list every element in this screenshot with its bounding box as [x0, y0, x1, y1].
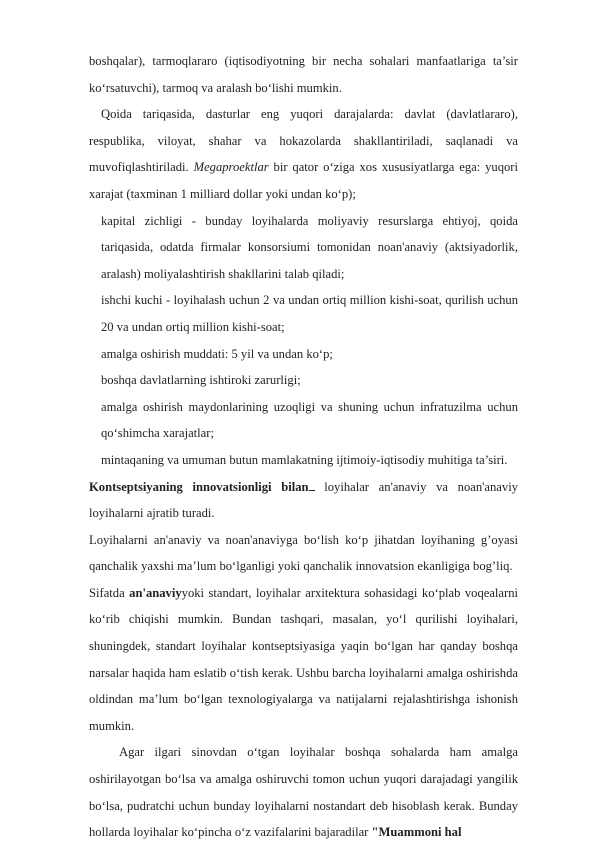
- paragraph-classification: Loyihalarni an'anaviy va noan'anaviyga bo‘lish ko‘p jihatdan loyihaning g’oyasi qanchalik yaxshi ma’lum bo‘lganligi yoki qanchalik innovatsion ekanligiga bog’liq.: [89, 532, 518, 574]
- paragraph-nonstandard: [89, 739, 518, 845]
- list-item: ishchi kuchi - loyihalash uchun 2 va undan ortiq million kishi-soat, qurilish uchun 20 va undan ortiq million kishi-soat;: [101, 293, 518, 334]
- list-item: mintaqaning va umuman butun mamlakatning ijtimoiy-iqtisodiy muhitiga ta’siri.: [101, 452, 508, 467]
- paragraph-traditional: [89, 580, 518, 740]
- paragraph-text: yoki standart, loyihalar arxitektura sohasidagi ko‘plab voqealarni ko‘rib chiqishi mumkin. Bundan tashqari, masalan, yo‘l qurilishi loyihalari, shuningdek, standart loyihalar kontseptsiyasiga yaqin bo‘lgan har qanday boshqa narsalar haqida ham eslatib o‘tish kerak. Ushbu barcha loyihalarni amalga oshirishda oldindan ma’lum bo‘lgan texnologiyalarga va natijalarni rejalashtirishga ishonish mumkin.: [89, 585, 518, 733]
- term-innovatsionligi: Kontseptsiyaning innovatsionligi bilan: [89, 479, 309, 494]
- paragraph-continuation: boshqalar), tarmoqlararo (iqtisodiyotning bir necha sohalari manfaatlariga ta’sir ko‘rsatuvchi), tarmoq va aralash bo‘lishi mumkin.: [89, 54, 518, 95]
- page-body: [89, 48, 518, 846]
- paragraph-text: Sifatda: [89, 585, 130, 600]
- paragraph-text: Qoida tariqasida, dasturlar eng yuqori darajalarda: davlat (davlatlararo), respublika, viloyat, shahar va hokazolarda shakllantiriladi, saqlanadi va muvofiqlashtiriladi.: [89, 107, 518, 175]
- list-item: kapital zichligi - bunday loyihalarda moliyaviy resurslarga ehtiyoj, qoida tariqasida, odatda firmalar konsorsiumi tomonidan noan'anaviy (aktsiyadorlik, aralash) moliyalashtirish shakllarini talab qiladi;: [101, 213, 518, 281]
- paragraph-megaprojects: [89, 101, 518, 207]
- paragraph-text: Agar ilgari sinovdan o‘tgan loyihalar boshqa sohalarda ham amalga oshirilayotgan bo‘lsa va amalga oshiruvchi tomon uchun yuqori darajadagi yangilik bo‘lsa, pudratchi uchun bunday loyihalarni nostandart deb hisoblash kerak. Bunday hollarda loyihalar ko‘pincha o‘z vazifalarini bajaradilar: [89, 745, 518, 840]
- term-ananaviy: an'anaviy: [129, 585, 182, 600]
- paragraph-text: bir qator o‘ziga xos xususiyatlarga ega: yuqori xarajat (taxminan 1 milliard dollar yoki undan ko‘p);: [89, 160, 518, 201]
- list-item: boshqa davlatlarning ishtiroki zarurligi;: [101, 373, 301, 388]
- term-megaproektlar: Megaproektlar: [193, 160, 269, 175]
- paragraph-text: loyihalar an'anaviy va noan'anaviy loyihalarni ajratib turadi.: [89, 479, 518, 521]
- paragraph-innovation: [89, 474, 518, 527]
- list-item: amalga oshirish muddati: 5 yil va undan ko‘p;: [101, 346, 333, 361]
- term-muammoni-hal: "Muammoni hal: [371, 825, 462, 840]
- list-item: amalga oshirish maydonlarining uzoqligi va shuning uchun infratuzilma uchun qo‘shimcha xarajatlar;: [101, 399, 518, 441]
